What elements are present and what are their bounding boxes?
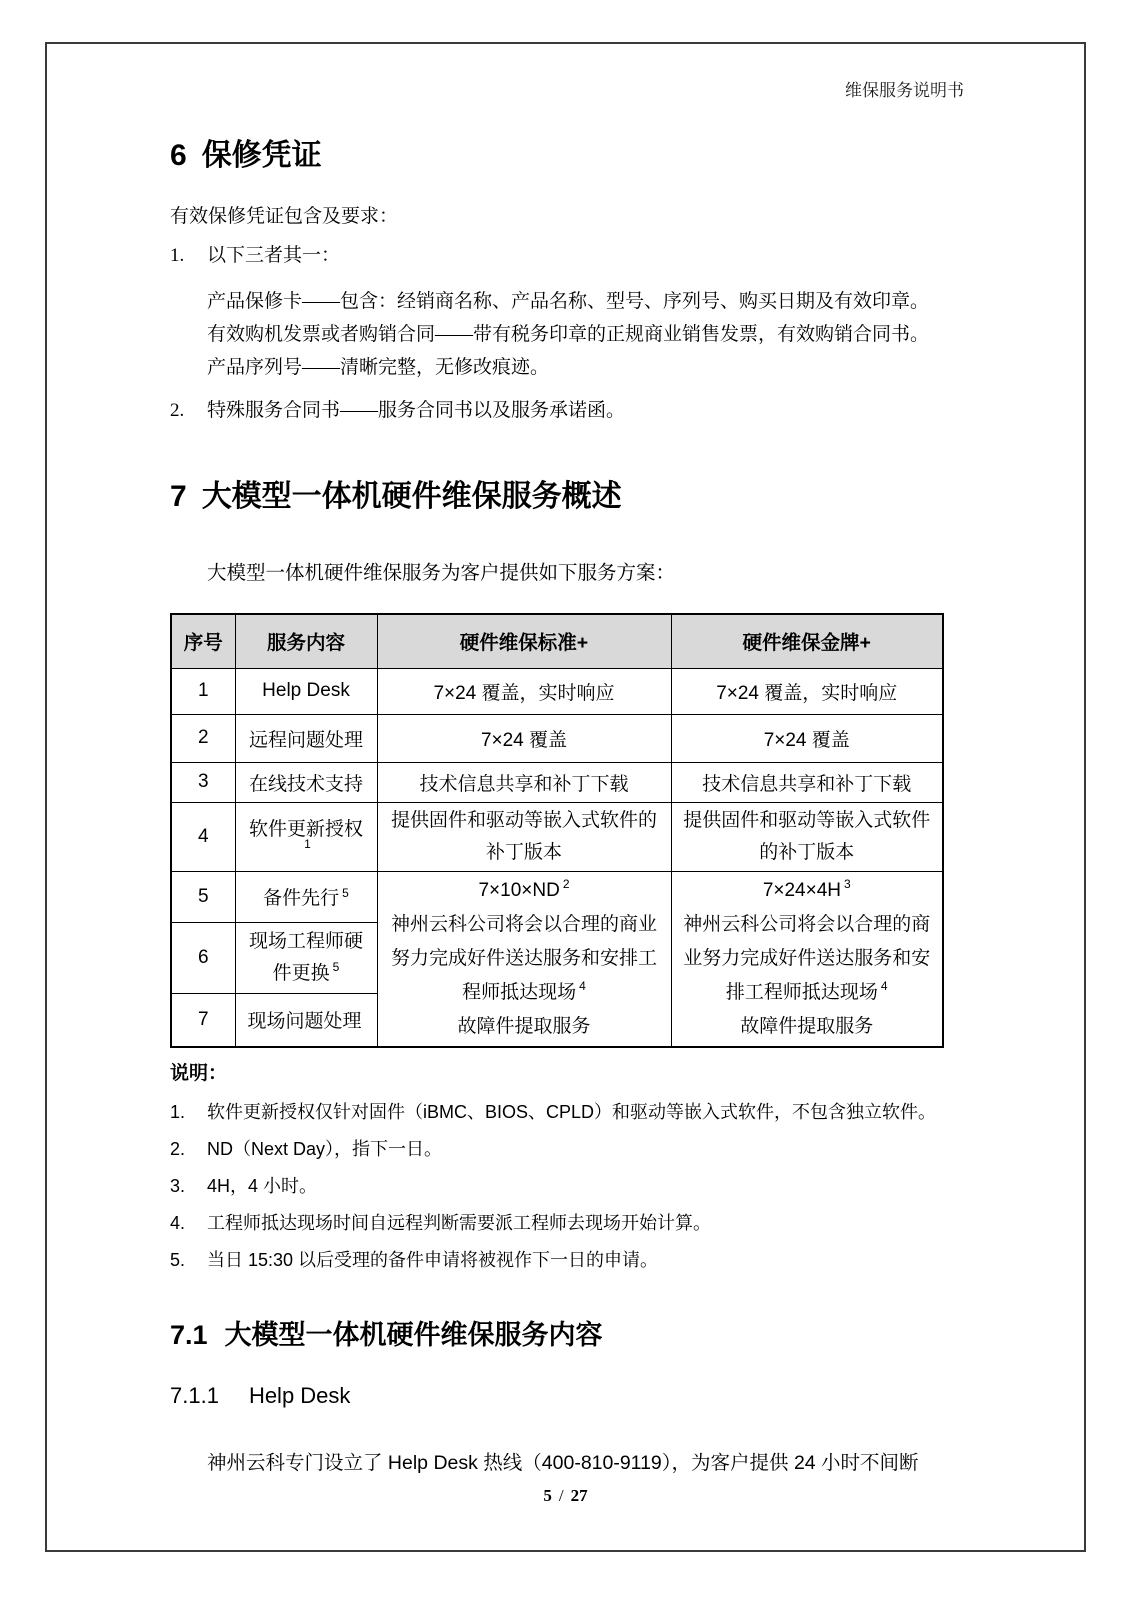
table-row (171, 871, 943, 922)
note-3-text: 4H，4 小时。 (207, 1175, 318, 1196)
section-7-title: 大模型一体机硬件维保服务概述 (201, 480, 622, 513)
cell-standard: 技术信息共享和补丁下载 (377, 762, 671, 802)
cell-standard: 提供固件和驱动等嵌入式软件的补丁版本 (377, 802, 671, 871)
col-header-standard: 硬件维保标准+ (377, 614, 671, 668)
cell-service (235, 993, 377, 1046)
cell-gold: 提供固件和驱动等嵌入式软件的补丁版本 (671, 802, 943, 871)
section-7-1-1-title: Help Desk (248, 1382, 351, 1408)
cell-no: 3 (171, 762, 235, 802)
standard-desc: 神州云科公司将会以合理的商业努力完成好件送达服务和安排工程师抵达现场 $^4$ (390, 913, 657, 1003)
cell-gold-merged (671, 871, 943, 1047)
note-item-4 (170, 1212, 964, 1234)
section-7-intro: 大模型一体机硬件维保服务为客户提供如下服务方案： (207, 562, 676, 584)
note-4-text: 工程师抵达现场时间自远程判断需要派工程师去现场开始计算。 (207, 1212, 711, 1233)
note-1-number: 1. (170, 1101, 186, 1122)
list-item-1-text: 以下三者其一： (207, 245, 341, 266)
gold-desc: 神州云科公司将会以合理的商业努力完成好件送达服务和安排工程师抵达现场 $^4$ (683, 913, 931, 1003)
cell-no: 2 (171, 714, 235, 762)
list-item-1-number: 1. (170, 245, 185, 266)
table-row (171, 762, 943, 802)
list-item-2-text: 特殊服务合同书——服务合同书以及服务承诺函。 (207, 400, 626, 421)
table-row (171, 802, 943, 871)
notes-label: 说明： (170, 1062, 228, 1084)
warranty-proof-line-2: 有效购机发票或者购销合同——带有税务印章的正规商业销售发票，有效购销合同书。 (207, 324, 930, 345)
cell-no: 4 (171, 802, 235, 871)
list-item-2-number: 2. (170, 400, 185, 421)
section-7-1-number: 7.1 (170, 1319, 208, 1350)
note-item-2 (170, 1138, 964, 1160)
cell-gold: 7×24 覆盖，实时响应 (671, 668, 943, 714)
footnote-ref: 4 (880, 979, 888, 994)
section-6-heading (170, 138, 964, 174)
footnote-ref: 5 (332, 960, 340, 975)
page-number-current: 5 (543, 1486, 552, 1505)
cell-no: 1 (171, 668, 235, 714)
cell-no: 6 (171, 922, 235, 993)
service-plan-table (170, 613, 944, 1048)
cell-service: 在线技术支持 (235, 762, 377, 802)
page-number-total: 27 (570, 1486, 588, 1505)
cell-service: Help Desk (235, 668, 377, 714)
section-7-number: 7 (170, 480, 187, 513)
cell-service (235, 922, 377, 993)
list-item-1 (170, 244, 964, 268)
page-footer (47, 1486, 1084, 1506)
cell-no: 7 (171, 993, 235, 1046)
table-header-row (171, 614, 943, 668)
standard-extra-line: 故障件提取服务 (457, 1015, 591, 1037)
cell-service-label: 现场工程师硬件更换 (248, 930, 363, 984)
note-4-number: 4. (170, 1212, 186, 1233)
note-5-text: 当日 15:30 以后受理的备件申请将被视作下一日的申请。 (207, 1249, 659, 1270)
cell-service-label: 现场问题处理 (247, 1011, 362, 1033)
footnote-ref: 2 (562, 877, 570, 892)
footnote-ref: 4 (579, 979, 586, 994)
note-item-5 (170, 1249, 964, 1271)
table-row (171, 714, 943, 762)
col-header-index: 序号 (171, 614, 235, 668)
note-2-text: ND（Next Day），指下一日。 (207, 1138, 443, 1159)
gold-extra-line: 故障件提取服务 (740, 1015, 874, 1037)
section-6-intro: 有效保修凭证包含及要求： (170, 206, 399, 227)
note-1-text: 软件更新授权仅针对固件（iBMC、BIOS、CPLD）和驱动等嵌入式软件，不包含独立软件。 (207, 1101, 937, 1122)
section-7-1-heading (170, 1319, 964, 1352)
footnote-ref: 3 (844, 877, 851, 892)
section-7-heading (170, 479, 964, 515)
standard-sla-line: 7×10×ND $^2$ (478, 877, 570, 901)
cell-standard: 7×24 覆盖，实时响应 (377, 668, 671, 714)
cell-service (235, 802, 377, 871)
warranty-proof-line-3: 产品序列号——清晰完整，无修改痕迹。 (207, 357, 550, 378)
cell-gold: 技术信息共享和补丁下载 (671, 762, 943, 802)
section-6-title: 保修凭证 (201, 139, 322, 172)
section-7-1-1-number: 7.1.1 (170, 1382, 219, 1408)
note-2-number: 2. (170, 1138, 186, 1159)
cell-standard: 7×24 覆盖 (377, 714, 671, 762)
cell-service-label: 软件更新授权 (248, 819, 363, 840)
page-frame (45, 42, 1086, 1552)
gold-sla-line: 7×24×4H $^3$ (762, 877, 851, 901)
cell-service-label: 备件先行 (263, 888, 340, 910)
warranty-proof-line-1: 产品保修卡——包含：经销商名称、产品名称、型号、序列号、购买日期及有效印章。 (207, 291, 930, 312)
list-item-2 (170, 399, 964, 423)
warranty-proof-paragraph (207, 285, 948, 384)
cell-service (235, 871, 377, 922)
note-item-1 (170, 1101, 964, 1123)
note-5-number: 5. (170, 1249, 186, 1270)
cell-gold: 7×24 覆盖 (671, 714, 943, 762)
page-content (47, 44, 1084, 1550)
page-number-separator: / (558, 1486, 564, 1505)
note-item-3 (170, 1175, 964, 1197)
section-7-1-title: 大模型一体机硬件维保服务内容 (224, 1319, 603, 1350)
document-header-title: 维保服务说明书 (845, 81, 964, 100)
footnote-ref: 1 (304, 836, 311, 851)
helpdesk-paragraph: 神州云科专门设立了 Help Desk 热线（400-810-9119），为客户提供 24 小时不间断 (207, 1451, 919, 1474)
cell-standard-merged (377, 871, 671, 1047)
col-header-service: 服务内容 (235, 614, 377, 668)
cell-service: 远程问题处理 (235, 714, 377, 762)
section-7-1-1-heading (170, 1382, 964, 1409)
cell-no: 5 (171, 871, 235, 922)
note-3-number: 3. (170, 1175, 186, 1196)
section-6-number: 6 (170, 139, 187, 172)
col-header-gold: 硬件维保金牌+ (671, 614, 943, 668)
table-row (171, 668, 943, 714)
footnote-ref: 5 (342, 885, 349, 900)
